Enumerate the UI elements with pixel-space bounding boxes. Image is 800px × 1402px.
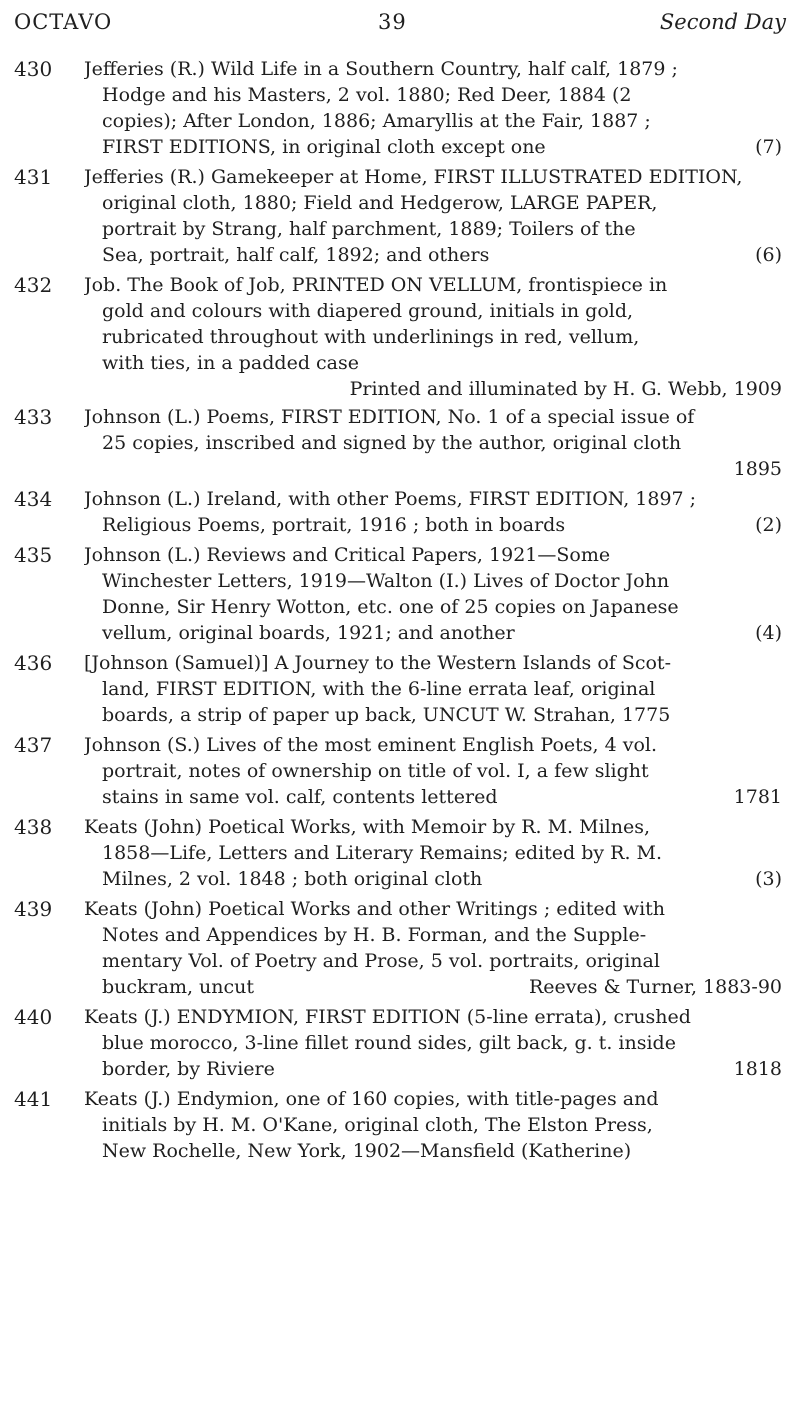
line-text: New Rochelle, New York, 1902—Mansfield (Katherine) [102, 1140, 632, 1162]
lot-number: 433 [14, 405, 53, 429]
line-text: Milnes, 2 vol. 1848 ; both original cloth [102, 868, 483, 890]
line-text: portrait by Strang, half parchment, 1889; Toilers of the [102, 218, 636, 240]
lot-description-line [84, 82, 782, 108]
lot-number: 438 [14, 815, 53, 839]
lot-description-line [84, 190, 782, 216]
line-text: rubricated throughout with underlinings in red, vellum, [102, 326, 640, 348]
lot-description [84, 404, 782, 482]
line-text: blue morocco, 3-line fillet round sides, gilt back, g. t. inside [102, 1032, 676, 1054]
line-text: Job. The Book of Job, PRINTED ON VELLUM, frontispiece in [84, 274, 668, 296]
line-tail: (6) [755, 244, 782, 266]
lot-number: 437 [14, 733, 53, 757]
line-text: Jefferies (R.) Gamekeeper at Home, FIRST ILLUSTRATED EDITION, [84, 166, 743, 188]
line-text: Johnson (S.) Lives of the most eminent English Poets, 4 vol. [84, 734, 658, 756]
lot-description-line [84, 56, 782, 82]
line-tail: 1818 [733, 1058, 782, 1080]
lot-description-line [84, 784, 782, 810]
line-text: Johnson (L.) Reviews and Critical Papers, 1921—Some [84, 544, 611, 566]
line-text: mentary Vol. of Poetry and Prose, 5 vol. portraits, original [102, 950, 660, 972]
line-text: gold and colours with diapered ground, initials in gold, [102, 300, 634, 322]
lot-description-line [84, 216, 782, 242]
lot-description [84, 486, 782, 538]
line-text: Hodge and his Masters, 2 vol. 1880; Red Deer, 1884 (2 [102, 84, 632, 106]
lot-description [84, 650, 782, 728]
line-text: FIRST EDITIONS, in original cloth except one [102, 136, 546, 158]
line-text: Keats (John) Poetical Works and other Writings ; edited with [84, 898, 666, 920]
line-text: Jefferies (R.) Wild Life in a Southern Country, half calf, 1879 ; [84, 58, 678, 80]
line-text: with ties, in a padded case [102, 352, 359, 374]
lot-number: 439 [14, 897, 53, 921]
lot-description-line [84, 1056, 782, 1082]
lot-description-line [84, 1138, 782, 1164]
lot-description-line [84, 108, 782, 134]
line-text: 1858—Life, Letters and Literary Remains; edited by R. M. [102, 842, 663, 864]
line-text: Keats (J.) ENDYMION, FIRST EDITION (5-line errata), crushed [84, 1006, 691, 1028]
lot-description-line [84, 922, 782, 948]
header-format: OCTAVO [14, 10, 113, 34]
lot-description [84, 814, 782, 892]
lot-number: 440 [14, 1005, 53, 1029]
line-text: 25 copies, inscribed and signed by the author, original cloth [102, 432, 682, 454]
lot-description-line [84, 948, 782, 974]
line-text: initials by H. M. O'Kane, original cloth, The Elston Press, [102, 1114, 653, 1136]
page-number: 39 [378, 10, 407, 34]
lot-description-line [84, 974, 782, 1000]
line-text: Sea, portrait, half calf, 1892; and others [102, 244, 490, 266]
lot-description-line [84, 568, 782, 594]
line-text: Notes and Appendices by H. B. Forman, and the Supple- [102, 924, 647, 946]
lot-description [84, 542, 782, 646]
line-text: boards, a strip of paper up back, UNCUT W. Strahan, 1775 [102, 704, 671, 726]
line-text: [Johnson (Samuel)] A Journey to the Western Islands of Scot- [84, 652, 671, 674]
line-text: Keats (J.) Endymion, one of 160 copies, with title-pages and [84, 1088, 659, 1110]
line-text: original cloth, 1880; Field and Hedgerow, LARGE PAPER, [102, 192, 658, 214]
lot-description-line [84, 702, 782, 728]
lot-description-line [84, 620, 782, 646]
line-text: portrait, notes of ownership on title of vol. I, a few slight [102, 760, 649, 782]
lot-description-line [84, 840, 782, 866]
line-text: Johnson (L.) Poems, FIRST EDITION, No. 1 of a special issue of [84, 406, 695, 428]
line-tail: (3) [755, 868, 782, 890]
line-text: Winchester Letters, 1919—Walton (I.) Lives of Doctor John [102, 570, 670, 592]
page-header [14, 10, 786, 44]
lot-description-line [84, 272, 782, 298]
lot-number: 434 [14, 487, 53, 511]
lot-number: 431 [14, 165, 53, 189]
line-tail: Reeves & Turner, 1883-90 [528, 976, 782, 998]
lot-description-line [84, 134, 782, 160]
line-tail: (4) [755, 622, 782, 644]
line-text: buckram, uncut [102, 976, 255, 998]
lot-description [84, 896, 782, 1000]
lot-description-line [84, 404, 782, 430]
lot-number: 435 [14, 543, 53, 567]
line-text: vellum, original boards, 1921; and another [102, 622, 515, 644]
line-text: stains in same vol. calf, contents lettered [102, 786, 498, 808]
lot-description-line [84, 456, 782, 482]
lot-description [84, 272, 782, 402]
lot-description [84, 732, 782, 810]
lot-description-line [84, 758, 782, 784]
line-text: Printed and illuminated by H. G. Webb, 1909 [349, 378, 782, 400]
line-text: Donne, Sir Henry Wotton, etc. one of 25 copies on Japanese [102, 596, 679, 618]
lot-description-line [84, 298, 782, 324]
lot-description-line [84, 376, 782, 402]
lot-description-line [84, 1004, 782, 1030]
lot-description-line [84, 676, 782, 702]
header-sale-day: Second Day [659, 10, 786, 34]
lot-description [84, 56, 782, 160]
line-tail: (7) [755, 136, 782, 158]
lot-number: 436 [14, 651, 53, 675]
line-text: Religious Poems, portrait, 1916 ; both in boards [102, 514, 566, 536]
lot-description-line [84, 324, 782, 350]
line-text: copies); After London, 1886; Amaryllis at the Fair, 1887 ; [102, 110, 651, 132]
lot-description-line [84, 350, 782, 376]
lot-number: 430 [14, 57, 53, 81]
lot-description-line [84, 512, 782, 538]
lot-description-line [84, 430, 782, 456]
lot-description-line [84, 814, 782, 840]
lot-number: 441 [14, 1087, 53, 1111]
lot-description-line [84, 164, 782, 190]
lot-description [84, 164, 782, 268]
lot-description-line [84, 650, 782, 676]
lot-description [84, 1086, 782, 1164]
lot-description-line [84, 896, 782, 922]
lot-number: 432 [14, 273, 53, 297]
lot-description-line [84, 1112, 782, 1138]
lot-description-line [84, 486, 782, 512]
line-text: 1895 [733, 458, 782, 480]
lot-description-line [84, 594, 782, 620]
lot-description-line [84, 1030, 782, 1056]
line-text: Johnson (L.) Ireland, with other Poems, FIRST EDITION, 1897 ; [84, 488, 697, 510]
lot-description-line [84, 242, 782, 268]
lot-description-line [84, 1086, 782, 1112]
line-text: land, FIRST EDITION, with the 6-line errata leaf, original [102, 678, 656, 700]
line-tail: (2) [755, 514, 782, 536]
line-tail: 1781 [733, 786, 782, 808]
lot-description-line [84, 866, 782, 892]
line-text: border, by Riviere [102, 1058, 275, 1080]
lot-description-line [84, 732, 782, 758]
line-text: Keats (John) Poetical Works, with Memoir by R. M. Milnes, [84, 816, 651, 838]
lot-description [84, 1004, 782, 1082]
lot-description-line [84, 542, 782, 568]
